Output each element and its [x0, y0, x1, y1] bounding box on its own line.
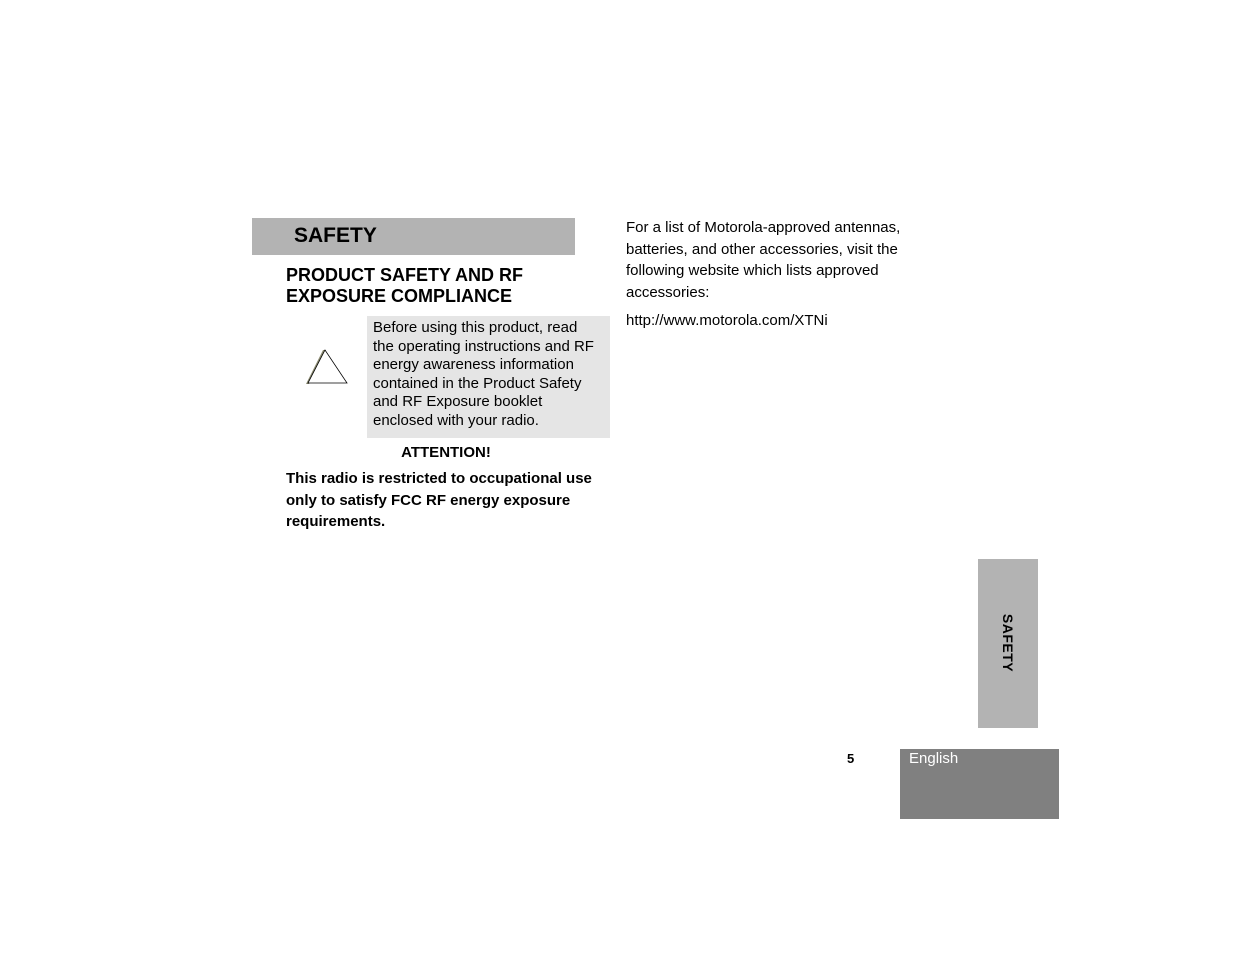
notice-line: contained in the Product Safety [373, 374, 582, 392]
paragraph-line: batteries, and other accessories, visit the [626, 240, 898, 258]
language-box [900, 749, 1059, 819]
caution-triangle-icon [303, 348, 349, 386]
notice-line: and RF Exposure booklet [373, 393, 543, 411]
notice-line: enclosed with your radio. [373, 411, 539, 429]
section-header-bar [252, 218, 575, 255]
page-number: 5 [847, 751, 855, 766]
side-tab [978, 559, 1038, 728]
restriction-line: This radio is restricted to occupational use [286, 470, 592, 487]
notice-line: Before using this product, read [373, 319, 578, 336]
attention-label: ATTENTION! [401, 444, 491, 461]
restriction-text [286, 468, 610, 533]
notice-line: energy awareness information [373, 356, 574, 374]
paragraph-line: For a list of Motorola-approved antennas, [626, 219, 901, 236]
subheading: PRODUCT SAFETY AND RF EXPOSURE COMPLIANCE [286, 265, 524, 306]
accessories-paragraph [626, 217, 926, 304]
side-tab-label: SAFETY [1000, 613, 1016, 673]
notice-box [367, 316, 610, 438]
section-title: SAFETY [294, 224, 377, 247]
paragraph-line: following website which lists approved [626, 262, 879, 280]
language-label: English [909, 750, 959, 767]
restriction-line: requirements. [286, 513, 386, 531]
restriction-line: only to satisfy FCC RF energy exposure [286, 491, 571, 509]
accessories-url: http://www.motorola.com/XTNi [626, 312, 828, 329]
notice-line: the operating instructions and RF [373, 337, 594, 355]
paragraph-line: accessories: [626, 284, 710, 302]
